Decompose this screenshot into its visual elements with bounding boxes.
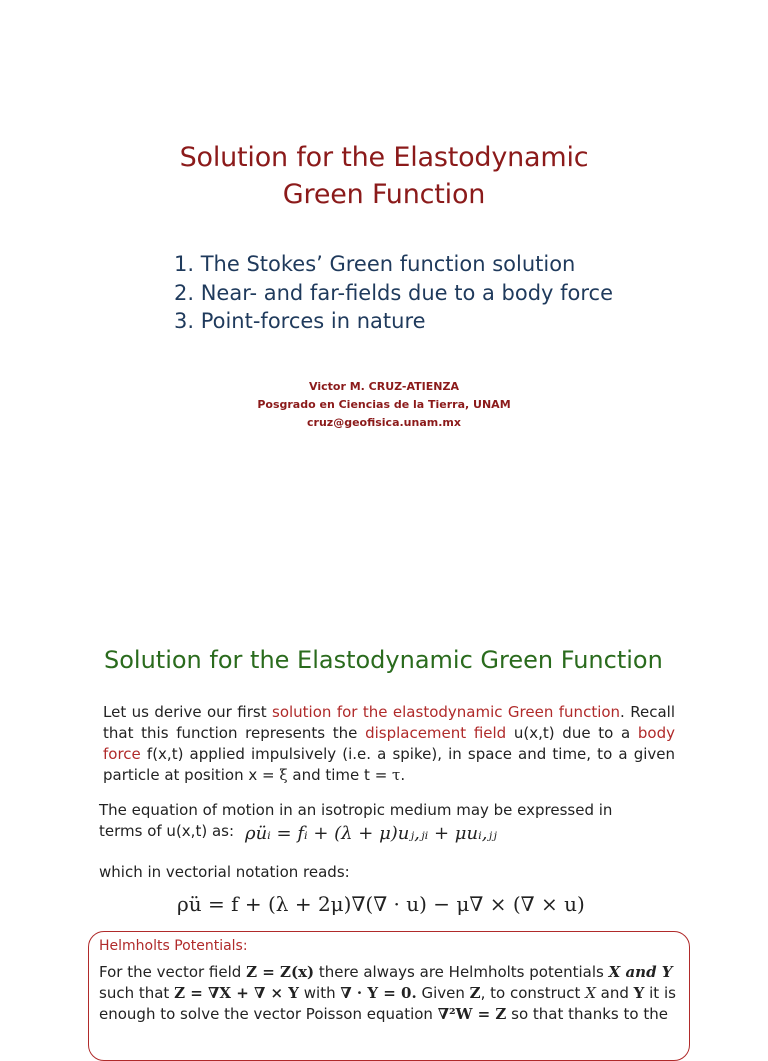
math-potentials: X and Y (608, 963, 673, 981)
author-email: cruz@geofisica.unam.mx (307, 416, 461, 429)
content-slide (0, 610, 768, 1024)
helm-text: such that (99, 984, 175, 1002)
equation-of-motion-vector: ρü = f + (λ + 2μ)∇(∇ · u) − μ∇ × (∇ × u) (177, 892, 585, 916)
highlight-green-function: solution for the elastodynamic Green function (272, 703, 621, 721)
intro-paragraph (103, 702, 675, 786)
helm-text: with (299, 984, 341, 1002)
para-text: . Recall that this function represents the (103, 703, 675, 742)
helm-text: Given (416, 984, 470, 1002)
helm-text: For the vector field (99, 963, 247, 981)
helm-text: and (595, 984, 634, 1002)
equation-of-motion-index: ρüᵢ = fᵢ + (λ + μ)uⱼ,ⱼᵢ + μuᵢ,ⱼⱼ (245, 823, 497, 844)
xi-symbol: ξ (279, 766, 288, 784)
outline-item-2: 2. Near- and far-fields due to a body force (174, 280, 614, 305)
math-poisson: ∇²W = Z (437, 1005, 507, 1023)
outline-list (174, 250, 613, 336)
helmholtz-line-3 (99, 1004, 687, 1025)
equation-intro: The equation of motion in an isotropic medium may be expressed in terms of u(x,t) as: (99, 801, 613, 840)
para-text: and time t = (287, 766, 393, 784)
math-z: Z (469, 984, 481, 1002)
math-divergence-free: ∇ · Y = 0. (340, 984, 417, 1002)
helmholtz-line-1 (99, 962, 687, 983)
helmholtz-line-2 (99, 983, 687, 1004)
helm-text: it is (644, 984, 676, 1002)
helmholtz-box (88, 931, 690, 1061)
para-text: . (400, 766, 406, 784)
slide2-title: Solution for the Elastodynamic Green Function (104, 646, 663, 674)
vector-notation-note: which in vectorial notation reads: (99, 863, 350, 881)
para-text: Let us derive our first (103, 703, 272, 721)
slide-title-line2: Green Function (282, 179, 486, 210)
outline-item-1: 1. The Stokes’ Green function solution (174, 252, 576, 276)
helm-text: so that thanks to the (506, 1005, 668, 1023)
math-x: X (585, 984, 596, 1002)
helm-text: , to construct (480, 984, 586, 1002)
highlight-displacement-field: displacement field (365, 724, 507, 742)
math-z-field: Z = Z(x) (246, 963, 315, 981)
helm-text: there always are Helmholts potentials (314, 963, 609, 981)
math-y: Y (633, 984, 645, 1002)
author-name: Victor M. CRUZ-ATIENZA (309, 380, 459, 393)
helm-text: enough to solve the vector Poisson equation (99, 1005, 438, 1023)
highlight-body-force: body force (103, 724, 675, 763)
para-text: u(x,t) due to a (506, 724, 638, 742)
tau-symbol: τ (392, 766, 401, 784)
helmholtz-title: Helmholts Potentials: (99, 938, 248, 954)
math-decomposition: Z = ∇X + ∇ × Y (174, 984, 299, 1002)
helmholtz-text (99, 962, 687, 1025)
outline-item-3: 3. Point-forces in nature (174, 309, 426, 333)
para-text: f(x,t) applied impulsively (i.e. a spike), in space and time, to a given particle at position x = (103, 745, 675, 784)
author-affiliation: Posgrado en Ciencias de la Tierra, UNAM (257, 398, 511, 411)
slide-title-line1: Solution for the Elastodynamic (179, 142, 589, 173)
